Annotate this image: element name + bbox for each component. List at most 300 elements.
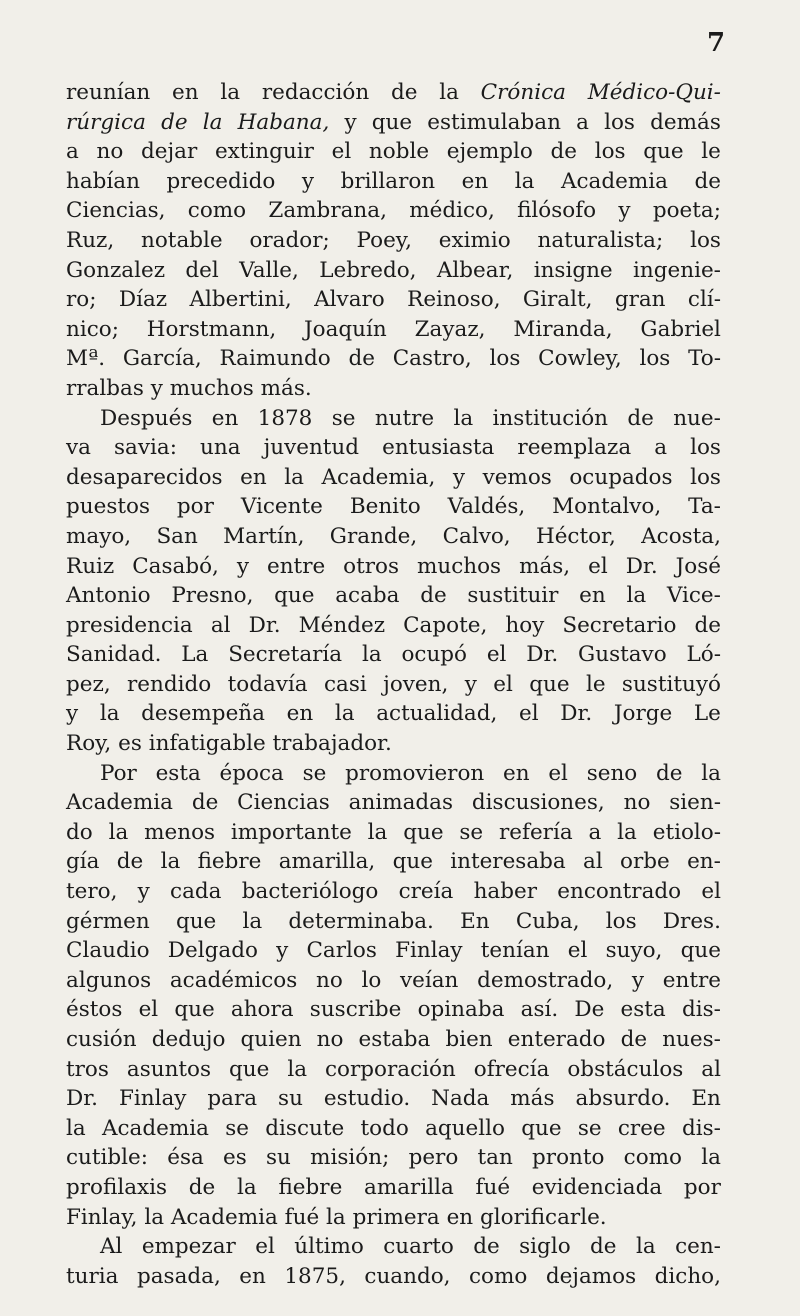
word: brillaron	[340, 168, 436, 194]
word: dicho,	[654, 1263, 721, 1289]
word: cree	[617, 1115, 666, 1141]
word: último	[294, 1234, 364, 1260]
word: de	[656, 760, 683, 786]
word: cuarto	[383, 1234, 454, 1260]
word: de	[694, 612, 721, 638]
word: Dr.	[526, 642, 559, 668]
word: más.	[260, 375, 312, 401]
word: tan	[477, 1145, 513, 1171]
word: que	[403, 819, 444, 845]
word: Ruiz	[66, 553, 115, 579]
word: haber	[473, 879, 538, 905]
word: puestos	[66, 494, 150, 520]
word: todavía	[227, 671, 308, 697]
word: acaba	[335, 583, 400, 609]
word: la	[439, 80, 459, 105]
word: de	[473, 1234, 500, 1260]
word: ejemplo	[446, 139, 533, 165]
word: seno	[586, 760, 638, 786]
word: Ciencias	[237, 790, 330, 816]
word: la	[66, 1115, 86, 1141]
word: como	[469, 1263, 528, 1289]
word: Secretario	[562, 612, 677, 638]
word: esta	[620, 997, 666, 1023]
word: insigne	[533, 257, 613, 283]
text-line	[66, 1203, 721, 1233]
word: Grande,	[329, 523, 418, 549]
text-line	[66, 818, 721, 848]
word: Cuba,	[515, 908, 580, 934]
word: el	[486, 642, 507, 668]
word: al	[583, 849, 603, 875]
text-line	[66, 1262, 721, 1292]
word: el	[567, 938, 588, 964]
text-line	[66, 907, 721, 937]
text-line	[66, 1143, 721, 1173]
word: dis-	[681, 997, 721, 1023]
word: Presno,	[171, 583, 254, 609]
word: amarilla	[364, 1174, 454, 1200]
word: Zayaz,	[414, 316, 486, 342]
body-text	[66, 78, 721, 1291]
text-line	[66, 847, 721, 877]
word: reunían	[66, 80, 151, 105]
word: Secretaría	[228, 642, 343, 668]
word: Nada	[431, 1086, 490, 1112]
word: entusiasta	[382, 435, 495, 461]
word: a	[576, 109, 589, 135]
word: el	[138, 997, 159, 1023]
word: ingenie-	[633, 257, 721, 283]
word: Academia	[66, 790, 173, 816]
word: y	[150, 375, 163, 401]
word: en	[446, 1204, 474, 1230]
word: cada	[170, 879, 222, 905]
word: la	[453, 405, 474, 431]
word: veían	[399, 967, 459, 993]
word: y	[452, 464, 466, 490]
word: interesaba	[450, 849, 566, 875]
word: promovieron	[345, 760, 485, 786]
text-line	[66, 877, 721, 907]
word: al	[210, 612, 231, 638]
word: Por	[100, 760, 137, 786]
word: de	[550, 139, 578, 165]
word: bacteriólogo	[241, 879, 379, 905]
text-line	[66, 759, 721, 789]
text-line	[66, 1232, 721, 1262]
word: que	[521, 1115, 562, 1141]
word: Cowley,	[538, 346, 622, 372]
word: el	[518, 701, 539, 727]
word: Alvaro	[314, 287, 385, 313]
word: ofrecía	[473, 1056, 550, 1082]
word: fué	[475, 1174, 511, 1200]
word: le	[701, 139, 721, 165]
word: la	[160, 849, 181, 875]
word: pez,	[66, 671, 111, 697]
word: pronto	[532, 1145, 605, 1171]
word: cuando,	[364, 1263, 451, 1289]
italic-word: Crónica	[480, 80, 566, 105]
word: nues-	[662, 1027, 721, 1052]
word: Raimundo	[219, 346, 331, 372]
word: Academia,	[321, 464, 436, 490]
word: no	[315, 967, 343, 993]
word: fiebre	[278, 1174, 343, 1200]
word: la	[287, 1056, 308, 1082]
word: sustituir	[467, 583, 559, 609]
text-line	[66, 611, 721, 641]
word: Dr.	[66, 1086, 98, 1112]
word: de	[348, 346, 375, 372]
word: Reinoso,	[407, 287, 501, 313]
word: tenían	[480, 938, 550, 964]
word: Ta-	[688, 494, 721, 520]
word: para	[207, 1086, 258, 1112]
word: la	[237, 1174, 257, 1200]
word: el	[493, 671, 513, 697]
word: Después	[100, 405, 193, 431]
page-number: 7	[707, 28, 726, 58]
word: que	[175, 908, 217, 934]
word: Finlay	[118, 1086, 187, 1112]
word: época	[219, 760, 284, 786]
word: nutre	[374, 405, 435, 431]
word: que	[680, 938, 721, 964]
word: determinaba.	[288, 908, 434, 934]
word: fué	[284, 1204, 320, 1230]
word: Dr.	[625, 553, 658, 579]
text-line	[66, 552, 721, 582]
text-line	[66, 581, 721, 611]
word: Méndez	[298, 612, 386, 638]
word: la	[367, 819, 388, 845]
word: los	[639, 346, 671, 372]
italic-word: Médico-Qui-	[587, 80, 721, 105]
word: Casabó,	[132, 553, 219, 579]
word: Gonzalez	[66, 257, 166, 283]
word: cen-	[675, 1234, 721, 1260]
text-line	[66, 492, 721, 522]
word: de	[188, 1174, 216, 1200]
word: Capote,	[403, 612, 488, 638]
text-line	[66, 966, 721, 996]
word: más,	[519, 553, 571, 579]
word: profilaxis	[66, 1174, 168, 1200]
word: glorificarle.	[479, 1204, 607, 1230]
word: se	[577, 1115, 602, 1141]
word: orbe	[620, 849, 670, 875]
word: Finlay,	[66, 1204, 138, 1230]
word: corporación	[325, 1056, 456, 1082]
word: y	[301, 168, 315, 194]
word: no	[623, 790, 651, 816]
word: San	[156, 523, 198, 549]
word: entre	[662, 967, 721, 993]
word: académicos	[169, 967, 298, 993]
word: etiolo-	[652, 819, 721, 845]
word: encontrado	[557, 879, 682, 905]
word: Acosta,	[641, 523, 721, 549]
word: la	[334, 701, 355, 727]
word: que	[392, 849, 433, 875]
word: estaba	[358, 1027, 431, 1052]
word: demás	[650, 109, 721, 135]
word: los	[690, 435, 721, 461]
word: menos	[144, 819, 216, 845]
word: la	[617, 819, 637, 845]
word: la	[635, 1234, 656, 1260]
word: la	[99, 701, 120, 727]
word: reemplaza	[517, 435, 632, 461]
word: suscribe	[309, 997, 402, 1023]
word: Dr.	[248, 612, 281, 638]
word: la	[242, 908, 263, 934]
word: entre	[266, 553, 326, 579]
word: casi	[324, 671, 367, 697]
word: el	[548, 760, 568, 786]
word: el	[588, 553, 608, 579]
word: por	[176, 494, 214, 520]
word: Horstmann,	[146, 316, 277, 342]
word: Dres.	[662, 908, 721, 934]
italic-word: Habana,	[237, 109, 330, 135]
word: animadas	[348, 790, 454, 816]
word: enterado	[507, 1027, 606, 1052]
word: y	[276, 938, 289, 964]
word: desempeña	[141, 701, 265, 727]
word: en	[239, 1263, 266, 1289]
word: así.	[520, 997, 559, 1023]
word: la	[326, 1204, 346, 1230]
word: siglo	[519, 1234, 571, 1260]
word: la	[701, 1145, 721, 1171]
word: Giralt,	[522, 287, 593, 313]
word: obstáculos	[567, 1056, 684, 1082]
word: no	[316, 1027, 344, 1052]
word: como	[187, 198, 247, 224]
word: precedido	[166, 168, 276, 194]
word: fiebre	[197, 849, 262, 875]
word: que	[371, 109, 413, 135]
word: se	[225, 1115, 249, 1141]
word: Lebredo,	[319, 257, 417, 283]
text-line	[66, 1114, 721, 1144]
word: de	[390, 80, 418, 105]
word: amarilla,	[278, 849, 376, 875]
word: que	[229, 1056, 270, 1082]
word: juventud	[263, 435, 360, 461]
word: dedujo	[151, 1027, 226, 1052]
word: refería	[499, 819, 573, 845]
word: Academia	[560, 168, 668, 194]
text-line	[66, 167, 721, 197]
word: de	[116, 849, 144, 875]
italic-word: la	[202, 109, 223, 135]
word: la	[701, 760, 721, 786]
word: cutible:	[66, 1145, 149, 1171]
word: empezar	[141, 1234, 236, 1260]
word: que	[174, 997, 215, 1023]
text-line	[66, 256, 721, 286]
word: Valle,	[239, 257, 299, 283]
word: Al	[100, 1234, 123, 1260]
word: Academia	[170, 1204, 278, 1230]
word: al	[701, 1056, 721, 1082]
word: en	[211, 405, 239, 431]
word: infatigable	[148, 731, 266, 757]
text-line	[66, 137, 721, 167]
word: presidencia	[66, 612, 193, 638]
word: pasada,	[136, 1263, 221, 1289]
word: Ruz,	[66, 227, 115, 253]
word: éstos	[66, 997, 123, 1023]
word: En	[691, 1086, 721, 1112]
word: García,	[122, 346, 202, 372]
text-line	[66, 699, 721, 729]
word: en	[579, 583, 606, 609]
word: De	[574, 997, 605, 1023]
word: Vice-	[666, 583, 721, 609]
text-line	[66, 78, 721, 108]
word: primera	[352, 1204, 440, 1230]
text-line	[66, 670, 721, 700]
word: Jorge	[613, 701, 673, 727]
word: La	[181, 642, 209, 668]
word: muchos	[416, 553, 502, 579]
word: Delgado	[167, 938, 258, 964]
word: y	[236, 553, 250, 579]
word: el	[701, 879, 721, 905]
word: otros	[343, 553, 400, 579]
word: que	[274, 583, 315, 609]
text-line	[66, 1055, 721, 1085]
word: en	[240, 464, 267, 490]
word: Academia	[101, 1115, 209, 1141]
word: de	[590, 1234, 617, 1260]
text-line	[66, 995, 721, 1025]
word: eximio	[438, 227, 511, 253]
word: como	[623, 1145, 682, 1171]
word: do	[66, 819, 93, 845]
word: cusión	[66, 1027, 137, 1052]
word: en	[172, 80, 199, 105]
word: a	[654, 435, 668, 461]
word: la	[361, 642, 382, 668]
word: suyo,	[605, 938, 663, 964]
word: en	[503, 760, 530, 786]
word: que	[529, 671, 570, 697]
word: nue-	[673, 405, 721, 431]
word: de	[627, 405, 654, 431]
text-line	[66, 433, 721, 463]
word: noble	[368, 139, 430, 165]
word: institución	[492, 405, 609, 431]
word: 1878	[257, 405, 313, 431]
word: quien	[240, 1027, 302, 1052]
word: José	[675, 553, 721, 579]
word: ahora	[230, 997, 294, 1023]
word: savia:	[114, 435, 177, 461]
word: en-	[687, 849, 721, 875]
word: los	[690, 464, 721, 490]
word: estudio.	[323, 1086, 411, 1112]
word: vemos	[482, 464, 552, 490]
word: Mª.	[66, 346, 106, 372]
word: sustituyó	[621, 671, 721, 697]
text-line	[66, 404, 721, 434]
word: su	[278, 1086, 303, 1112]
text-line	[66, 1025, 721, 1055]
word: Antonio	[66, 583, 151, 609]
word: clí-	[687, 287, 721, 313]
word: absurdo.	[575, 1086, 671, 1112]
word: la	[220, 80, 241, 105]
word: habían	[66, 168, 140, 194]
word: y	[137, 879, 150, 905]
word: Joaquín	[304, 316, 387, 342]
word: los	[594, 139, 626, 165]
word: Gabriel	[640, 316, 721, 342]
word: bien	[445, 1027, 493, 1052]
word: Benito	[349, 494, 421, 520]
word: actualidad,	[376, 701, 498, 727]
text-line	[66, 344, 721, 374]
word: discusiones,	[471, 790, 605, 816]
word: pero	[408, 1145, 459, 1171]
text-line	[66, 1173, 721, 1203]
word: a	[588, 819, 602, 845]
word: una	[200, 435, 241, 461]
word: ro;	[66, 287, 97, 313]
word: discute	[265, 1115, 345, 1141]
word: Héctor,	[535, 523, 616, 549]
text-line	[66, 196, 721, 226]
word: nico;	[66, 316, 119, 342]
word: que	[643, 139, 684, 165]
word: orador;	[249, 227, 330, 253]
word: Carlos	[306, 938, 377, 964]
word: rendido	[127, 671, 212, 697]
word: los	[604, 109, 635, 135]
word: el	[255, 1234, 275, 1260]
word: ésa	[167, 1145, 204, 1171]
text-line	[66, 285, 721, 315]
word: es	[223, 1145, 247, 1171]
word: la	[108, 819, 129, 845]
text-line	[66, 788, 721, 818]
word: notable	[141, 227, 223, 253]
word: tros	[66, 1056, 109, 1082]
word: y	[344, 109, 357, 135]
word: Miranda,	[513, 316, 613, 342]
word: Ciencias,	[66, 198, 166, 224]
word: estimulaban	[427, 109, 561, 135]
word: tero,	[66, 879, 118, 905]
word: la	[284, 464, 304, 490]
word: no	[96, 139, 124, 165]
word: ocupó	[401, 642, 467, 668]
word: esta	[155, 760, 201, 786]
word: poeta;	[652, 198, 721, 224]
word: redacción	[261, 80, 370, 105]
word: de	[420, 583, 447, 609]
word: Calvo,	[442, 523, 511, 549]
word: se	[459, 819, 484, 845]
word: la	[514, 168, 535, 194]
word: Díaz	[118, 287, 168, 313]
